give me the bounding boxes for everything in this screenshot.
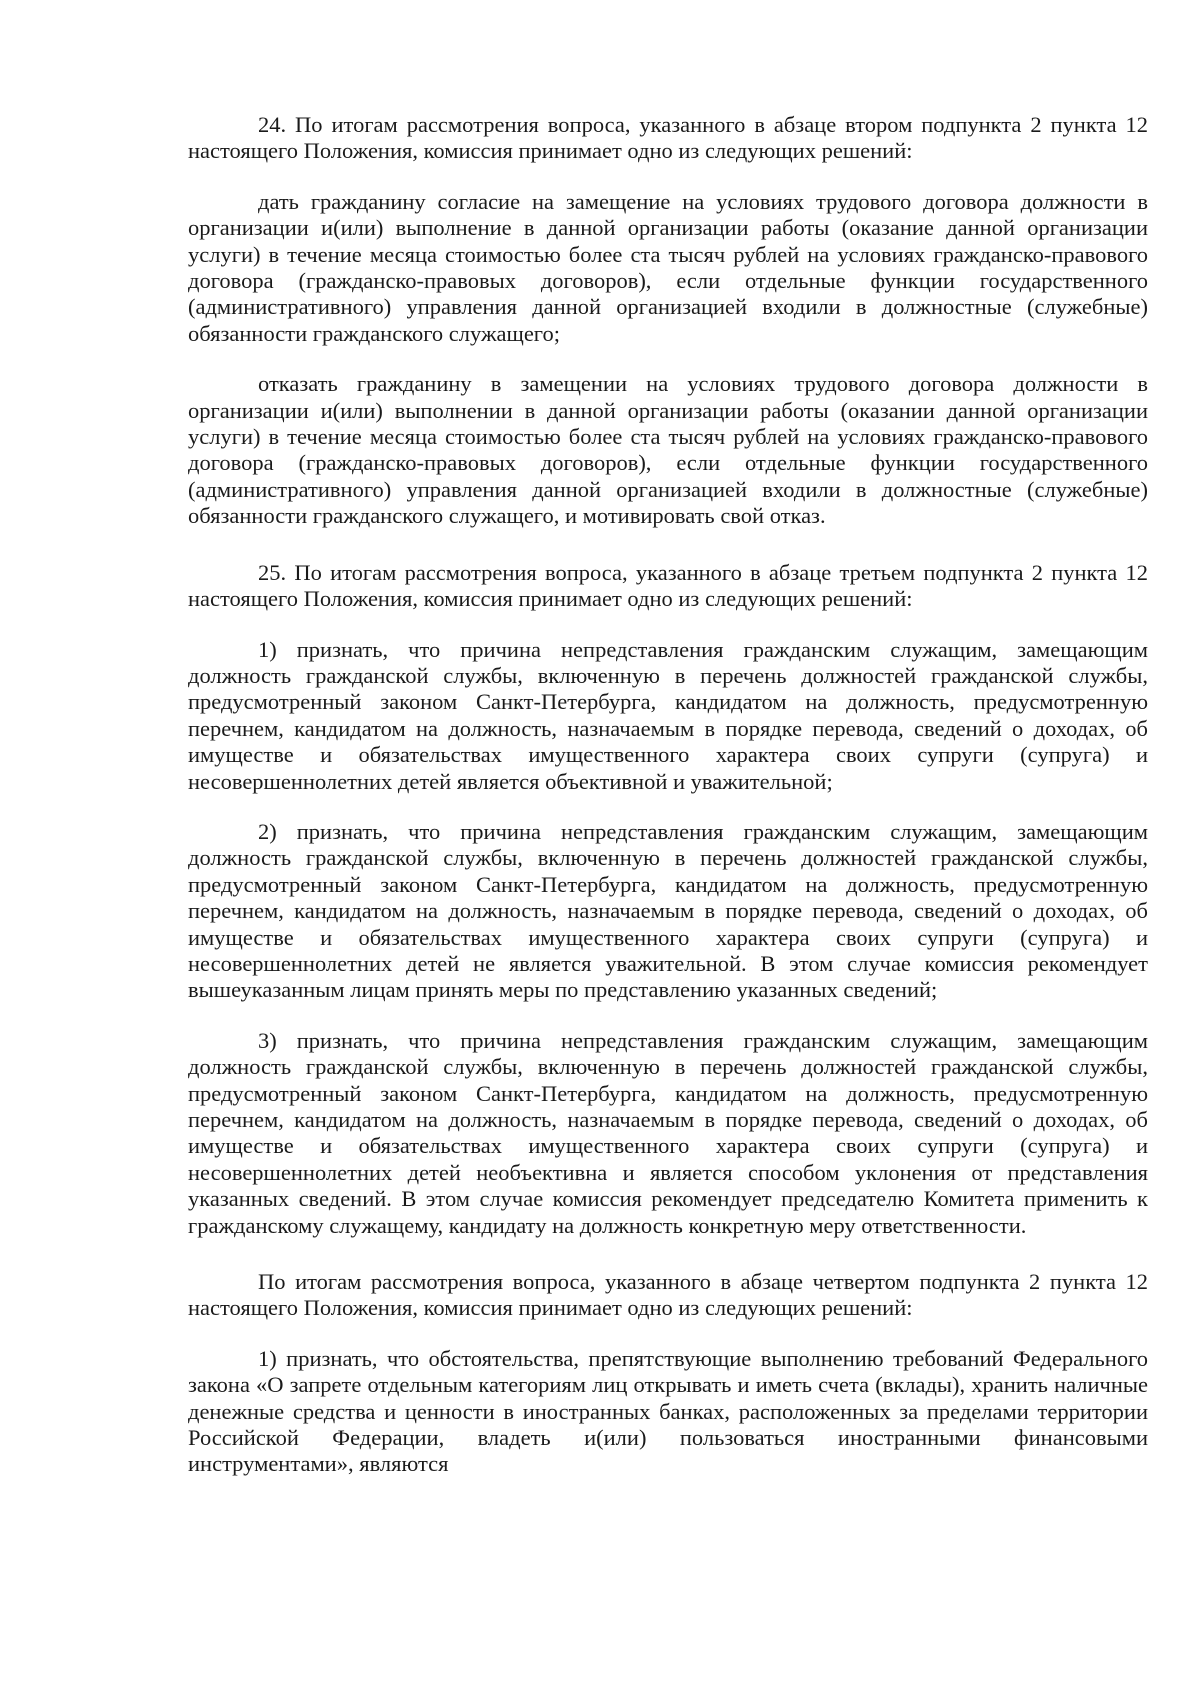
paragraph-consent-decision: дать гражданину согласие на замещение на условиях трудового договора должности в организации и(или) выполнение в данной организации работы (оказание данной организации услуги) в течение месяца стоимостью более ста тысяч рублей на условиях гражданско-правового договора (гражданско-правовых договоров), если отдельные функции государственного (административного) управления данной организацией входили в должностные (служебные) обязанности гражданского служащего; xyxy=(188,188,1148,346)
paragraph-fourth-intro: По итогам рассмотрения вопроса, указанного в абзаце четвертом подпункта 2 пункта 12 настоящего Положения, комиссия принимает одно из следующих решений: xyxy=(188,1269,1148,1321)
paragraph-24-intro: 24. По итогам рассмотрения вопроса, указанного в абзаце втором подпункта 2 пункта 12 настоящего Положения, комиссия принимает одно из следующих решений: xyxy=(188,112,1148,164)
paragraph-refusal-decision: отказать гражданину в замещении на условиях трудового договора должности в организации и(или) выполнении в данной организации работы (оказании данной организации услуги) в течение месяца стоимостью более ста тысяч рублей на условиях гражданско-правового договора (гражданско-правовых договоров), если отдельные функции государственного (административного) управления данной организацией входили в должностные (служебные) обязанности гражданского служащего, и мотивировать свой отказ. xyxy=(188,371,1148,529)
paragraph-fourth-item-1: 1) признать, что обстоятельства, препятствующие выполнению требований Федерального закона «О запрете отдельным категориям лиц открывать и иметь счета (вклады), хранить наличные денежные средства и ценности в иностранных банках, расположенных за пределами территории Российской Федерации, владеть и(или) пользоваться иностранными финансовыми инструментами», являются xyxy=(188,1345,1148,1477)
paragraph-25-item-3: 3) признать, что причина непредставления гражданским служащим, замещающим должность гражданской службы, включенную в перечень должностей гражданской службы, предусмотренный законом Санкт-Петербурга, кандидатом на должность, предусмотренную перечнем, кандидатом на должность, назначаемым в порядке перевода, сведений о доходах, об имуществе и обязательствах имущественного характера своих супруги (супруга) и несовершеннолетних детей необъективна и является способом уклонения от представления указанных сведений. В этом случае комиссия рекомендует председателю Комитета применить к гражданскому служащему, кандидату на должность конкретную меру ответственности. xyxy=(188,1027,1148,1238)
paragraph-25-item-2: 2) признать, что причина непредставления гражданским служащим, замещающим должность гражданской службы, включенную в перечень должностей гражданской службы, предусмотренный законом Санкт-Петербурга, кандидатом на должность, предусмотренную перечнем, кандидатом на должность, назначаемым в порядке перевода, сведений о доходах, об имуществе и обязательствах имущественного характера своих супруги (супруга) и несовершеннолетних детей не является уважительной. В этом случае комиссия рекомендует вышеуказанным лицам принять меры по представлению указанных сведений; xyxy=(188,818,1148,1003)
paragraph-25-intro: 25. По итогам рассмотрения вопроса, указанного в абзаце третьем подпункта 2 пункта 12 настоящего Положения, комиссия принимает одно из следующих решений: xyxy=(188,559,1148,612)
paragraph-25-item-1: 1) признать, что причина непредставления гражданским служащим, замещающим должность гражданской службы, включенную в перечень должностей гражданской службы, предусмотренный законом Санкт-Петербурга, кандидатом на должность, предусмотренную перечнем, кандидатом на должность, назначаемым в порядке перевода, сведений о доходах, об имуществе и обязательствах имущественного характера своих супруги (супруга) и несовершеннолетних детей является объективной и уважительной; xyxy=(188,636,1148,794)
document-page xyxy=(188,112,1148,1478)
